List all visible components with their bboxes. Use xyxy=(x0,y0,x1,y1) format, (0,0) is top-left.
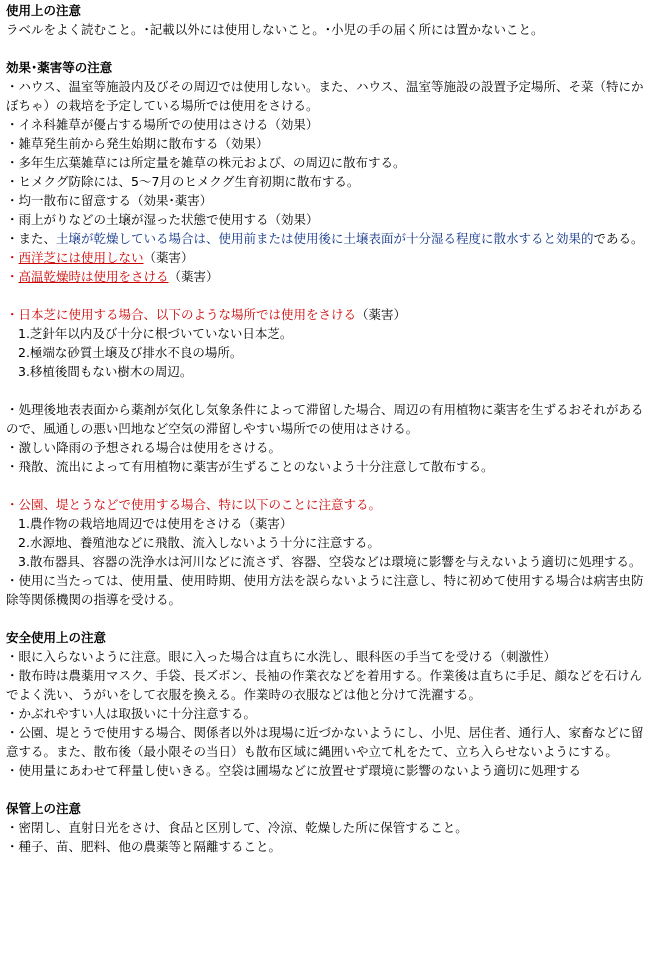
efficacy-item-timing: ・雑草発生前から発生始期に散布する（効果） xyxy=(6,136,269,151)
japanese-turf-item-2: 2.極端な砂質土壌及び排水不良の場所。 xyxy=(18,345,243,360)
efficacy-phytotoxicity-section xyxy=(6,58,644,609)
efficacy-item-uniform: ・均一散布に留意する（効果･薬害） xyxy=(6,193,213,208)
japanese-turf-warning: ・日本芝に使用する場合、以下のような場所では使用をさける（薬害） xyxy=(6,307,407,322)
safety-precautions-section xyxy=(6,628,644,780)
efficacy-item-moist-soil: ・雨上がりなどの土壌が湿った状態で使用する（効果） xyxy=(6,212,319,227)
efficacy-item-perennial: ・多年生広葉雑草には所定量を雑草の株元および、の周辺に散布する。 xyxy=(6,155,406,170)
usage-precautions-section xyxy=(6,1,644,39)
park-item-3: 3.散布器具、容器の洗浄水は河川などに流さず、容器、空袋などは環境に影響を与えないよう適切に処理する。 xyxy=(18,554,642,569)
usage-precautions-text: ラベルをよく読むこと。･記載以外には使用しないこと。･小児の手の届く所には置かないこと。 xyxy=(6,22,544,37)
safety-item-disposal: ・使用量にあわせて秤量し使いきる。空袋は圃場などに放置せず環境に影響のないよう適切に処理する xyxy=(6,763,582,778)
efficacy-item-dry-soil: ・また、土壌が乾燥している場合は、使用前または使用後に土壌表面が十分湿る程度に散水すると効果的である。 xyxy=(6,231,644,246)
safety-item-rash: ・かぶれやすい人は取扱いに十分注意する。 xyxy=(6,706,257,721)
heavy-rain-warning: ・激しい降雨の予想される場合は使用をさける。 xyxy=(6,440,282,455)
storage-item-separate: ・種子、苗、肥料、他の農薬等と隔離すること。 xyxy=(6,839,282,854)
efficacy-item-grass-weeds: ・イネ科雑草が優占する場所での使用はさける（効果） xyxy=(6,117,319,132)
usage-precautions-heading: 使用上の注意 xyxy=(6,3,82,18)
storage-heading: 保管上の注意 xyxy=(6,801,82,816)
guidance-note: ・使用に当たっては、使用量、使用時期、使用方法を誤らないように注意し、特に初めて使用する場合は病害虫防除等関係機関の指導を受ける。 xyxy=(6,573,644,607)
park-embankment-warning: ・公園、堤とうなどで使用する場合、特に以下のことに注意する。 xyxy=(6,497,382,512)
efficacy-item-hot-dry: ・高温乾燥時は使用をさける（薬害） xyxy=(6,269,219,284)
hot-dry-link[interactable]: 高温乾燥時は使用をさける xyxy=(18,269,169,284)
efficacy-item-himekugu: ・ヒメクグ防除には、5～7月のヒメクグ生育初期に散布する。 xyxy=(6,174,360,189)
japanese-turf-item-1: 1.芝針年以内及び十分に根づいていない日本芝。 xyxy=(18,326,293,341)
efficacy-heading: 効果･薬害等の注意 xyxy=(6,60,113,75)
safety-heading: 安全使用上の注意 xyxy=(6,630,107,645)
storage-precautions-section xyxy=(6,799,644,856)
japanese-turf-item-3: 3.移植後間もない樹木の周辺。 xyxy=(18,364,193,379)
park-item-1: 1.農作物の栽培地周辺では使用をさける（薬害） xyxy=(18,516,293,531)
efficacy-item-western-turf: ・西洋芝には使用しない（薬害） xyxy=(6,250,194,265)
dry-soil-highlight: 土壌が乾燥している場合は、使用前または使用後に土壌表面が十分湿る程度に散水すると効果的 xyxy=(56,231,594,246)
western-turf-link[interactable]: 西洋芝には使用しない xyxy=(18,250,144,265)
safety-item-protective-gear: ・散布時は農薬用マスク、手袋、長ズボン、長袖の作業衣などを着用する。作業後は直ちに手足、顔などを石けんでよく洗い、うがいをして衣服を換える。作業時の衣服などは他と分けて洗濯する。 xyxy=(6,668,643,702)
park-item-2: 2.水源地、養殖池などに飛散、流入しないよう十分に注意する。 xyxy=(18,535,380,550)
safety-item-eyes: ・眼に入らないように注意。眼に入った場合は直ちに水洗し、眼科医の手当てを受ける（刺激性） xyxy=(6,649,557,664)
vaporization-warning: ・処理後地表表面から薬剤が気化し気象条件によって滞留した場合、周辺の有用植物に薬害を生ずるおそれがあるので、風通しの悪い凹地など空気の滞留しやすい場所での使用はさける。 xyxy=(6,402,644,436)
storage-item-sealed: ・密閉し、直射日光をさけ、食品と区別して、冷涼、乾燥した所に保管すること。 xyxy=(6,820,468,835)
drift-runoff-warning: ・飛散、流出によって有用植物に薬害が生ずることのないよう十分注意して散布する。 xyxy=(6,459,494,474)
safety-item-park: ・公園、堤とうで使用する場合、関係者以外は現場に近づかないようにし、小児、居住者、通行人、家畜などに留意する。また、散布後（最小限その当日）も散布区域に縄囲いや立て札をたて、立ち入らせないようにする。 xyxy=(6,725,644,759)
efficacy-item-greenhouse: ・ハウス、温室等施設内及びその周辺では使用しない。また、ハウス、温室等施設の設置予定場所、そ菜（特にかぼちゃ）の栽培を予定している場所では使用をさける。 xyxy=(6,79,644,113)
